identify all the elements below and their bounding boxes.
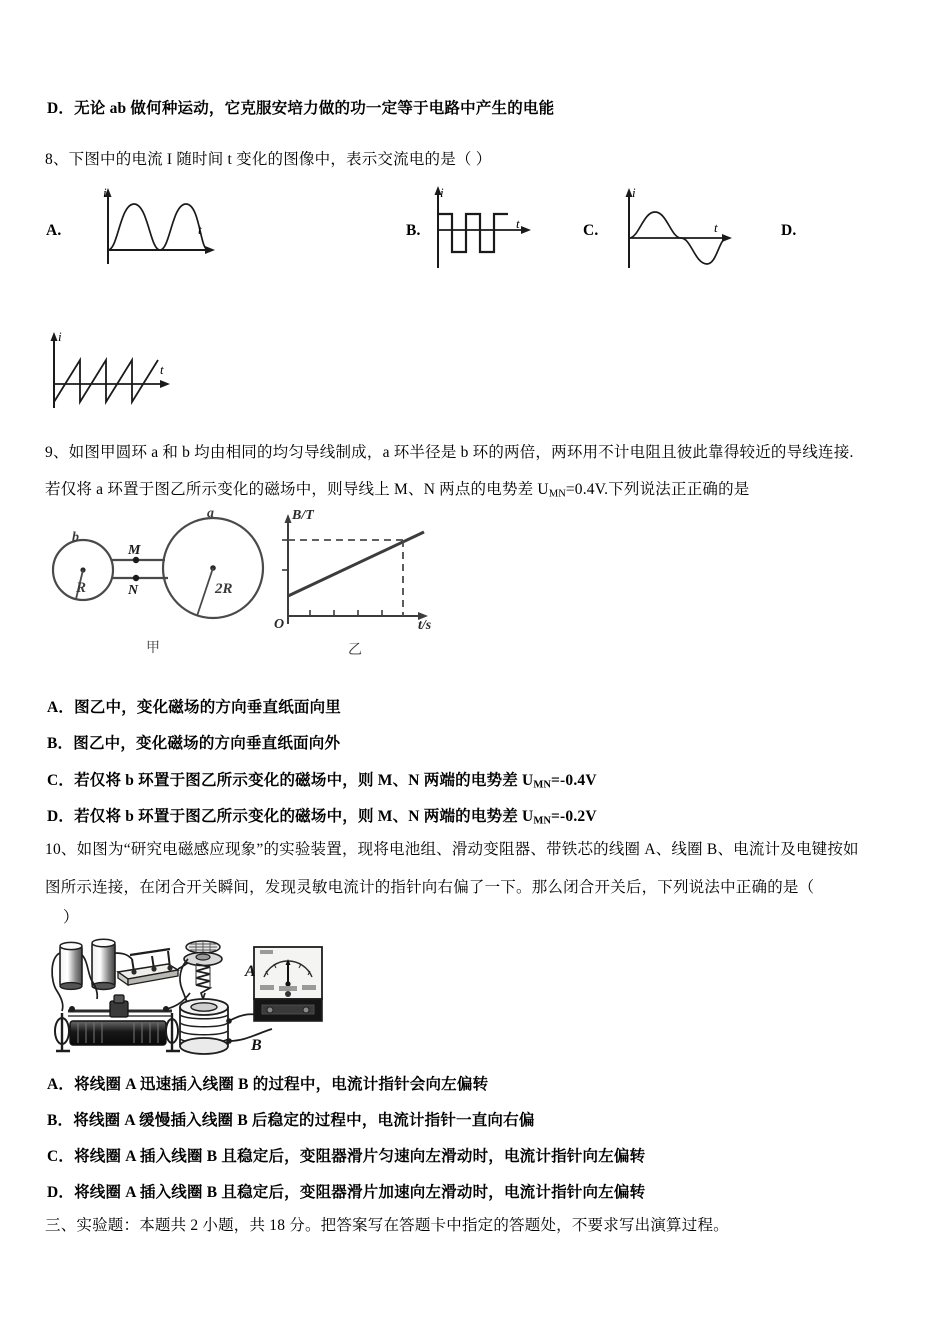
q8-graph-b-xlabel: t (516, 216, 520, 231)
q8-graph-d-ylabel: i (58, 329, 62, 344)
q9-figure-yi-caption: 乙 (348, 643, 362, 658)
q8-graph-c-xlabel: t (714, 220, 718, 235)
q8-stem: 8、下图中的电流 I 随时间 t 变化的图像中，表示交流电的是（ ） (45, 151, 492, 168)
q10-stem-line1: 10、如图为“研究电磁感应现象”的实验装置，现将电池组、滑动变阻器、带铁芯的线圈 A、线圈 B、电流计及电键按如 (45, 841, 859, 858)
q9-option-c-text-post: =-0.4V (550, 772, 597, 789)
rheostat (55, 995, 180, 1051)
q9-option-a-letter: A． (47, 699, 75, 716)
q10-coil-b-label: B (251, 1037, 262, 1054)
q8-graph-a-ylabel: i (103, 185, 107, 200)
q8-graph-c-sine-wave (617, 186, 747, 276)
q10-option-a-text: 将线圈 A 迅速插入线圈 B 的过程中，电流计指针会向左偏转 (74, 1076, 489, 1093)
q9-option-c-text-pre: 若仅将 b 环置于图乙所示变化的磁场中，则 M、N 两端的电势差 U (74, 772, 534, 789)
q10-option-b-text: 将线圈 A 缓慢插入线圈 B 后稳定的过程中，电流计指针一直向右偏 (73, 1112, 535, 1129)
q9-stem-line2-a: 若仅将 a 环置于图乙所示变化的磁场中，则导线上 M、N 两点的电势差 U (45, 481, 549, 498)
q9-option-b (47, 732, 340, 755)
q8-option-b-letter: B. (406, 222, 421, 239)
q9-option-d-text-post: =-0.2V (550, 808, 597, 825)
q9-figure-jia-two-rings (45, 508, 285, 628)
q9-figure-yi-bt-graph (272, 508, 447, 633)
q9-option-d-sub: MN (533, 815, 551, 827)
q9-option-a (47, 696, 341, 719)
q8-graph-d-xlabel: t (160, 362, 164, 377)
q9-graph-ylabel: B/T (292, 508, 314, 523)
q10-stem-line2: 图所示连接，在闭合开关瞬间，发现灵敏电流计的指针向右偏了一下。那么闭合开关后，下列说法中正确的是（ (45, 879, 815, 896)
q10-option-c-letter: C． (47, 1148, 75, 1165)
q8-graph-a-rectified-sine (86, 186, 226, 276)
q10-option-d (47, 1181, 645, 1204)
q9-node-m-label: M (128, 543, 141, 558)
q10-option-b (47, 1109, 535, 1132)
q10-option-c-text: 将线圈 A 插入线圈 B 且稳定后，变阻器滑片匀速向左滑动时，电流计指针向左偏转 (74, 1148, 646, 1165)
q9-option-c (47, 769, 597, 793)
q10-figure-apparatus (48, 933, 338, 1061)
q8-option-a-letter: A. (46, 222, 62, 239)
q8-option-d-letter: D. (781, 222, 797, 239)
q10-option-d-letter: D． (47, 1184, 75, 1201)
knife-switch (118, 949, 178, 985)
q8-graph-d-sawtooth-wave (40, 330, 190, 415)
q10-coil-a-label: A (245, 963, 256, 980)
q10-option-d-text: 将线圈 A 插入线圈 B 且稳定后，变阻器滑片加速向左滑动时，电流计指针向左偏转 (74, 1184, 646, 1201)
q8-graph-c-ylabel: i (632, 185, 636, 200)
q9-option-b-letter: B． (47, 735, 74, 752)
q9-option-b-text: 图乙中，变化磁场的方向垂直纸面向外 (73, 735, 341, 752)
q8-graph-b-ylabel: i (440, 185, 444, 200)
q9-option-d (47, 805, 597, 829)
q9-option-a-text: 图乙中，变化磁场的方向垂直纸面向里 (74, 699, 341, 716)
q9-node-n-label: N (128, 583, 139, 598)
q9-option-d-letter: D． (47, 808, 75, 825)
section3-heading: 三、实验题：本题共 2 小题，共 18 分。把答案写在答题卡中指定的答题处，不要求写出演算过程。 (45, 1217, 729, 1234)
q8-graph-b-square-wave (428, 186, 548, 276)
q9-option-c-sub: MN (533, 779, 551, 791)
q9-stem-line1: 9、如图甲圆环 a 和 b 均由相同的均匀导线制成，a 环半径是 b 环的两倍，两环用不计电阻且彼此靠得较近的导线连接. (45, 444, 854, 461)
q10-option-b-letter: B． (47, 1112, 74, 1129)
q9-large-ring-label: a (207, 506, 214, 521)
coil-b (180, 999, 232, 1054)
q10-stem-line3: ） (63, 909, 79, 926)
q9-small-ring-label: b (72, 530, 79, 545)
q9-figure-jia-caption: 甲 (146, 641, 160, 656)
q9-option-d-text-pre: 若仅将 b 环置于图乙所示变化的磁场中，则 M、N 两端的电势差 U (74, 808, 534, 825)
q8-option-c-letter: C. (583, 222, 599, 239)
q10-option-c (47, 1145, 645, 1168)
iron-core-coil-a (184, 941, 222, 999)
q9-option-c-letter: C． (47, 772, 75, 789)
q9-small-ring-radius-label: R (76, 580, 87, 596)
q9-graph-xlabel: t/s (418, 618, 432, 633)
q9-stem-line2 (45, 478, 750, 502)
q10-option-a (47, 1073, 488, 1096)
q9-stem-line2-b: =0.4V.下列说法正正确的是 (565, 481, 750, 498)
q10-option-a-letter: A． (47, 1076, 75, 1093)
q9-large-ring-radius-label: 2R (215, 581, 233, 597)
q9-stem-line2-sub: MN (548, 488, 566, 500)
q7-option-d: D．无论 ab 做何种运动，它克服安培力做的功一定等于电路中产生的电能 (47, 100, 555, 117)
q9-graph-origin-label: O (274, 617, 285, 632)
galvanometer (254, 947, 322, 1021)
q8-graph-a-xlabel: t (198, 222, 202, 237)
